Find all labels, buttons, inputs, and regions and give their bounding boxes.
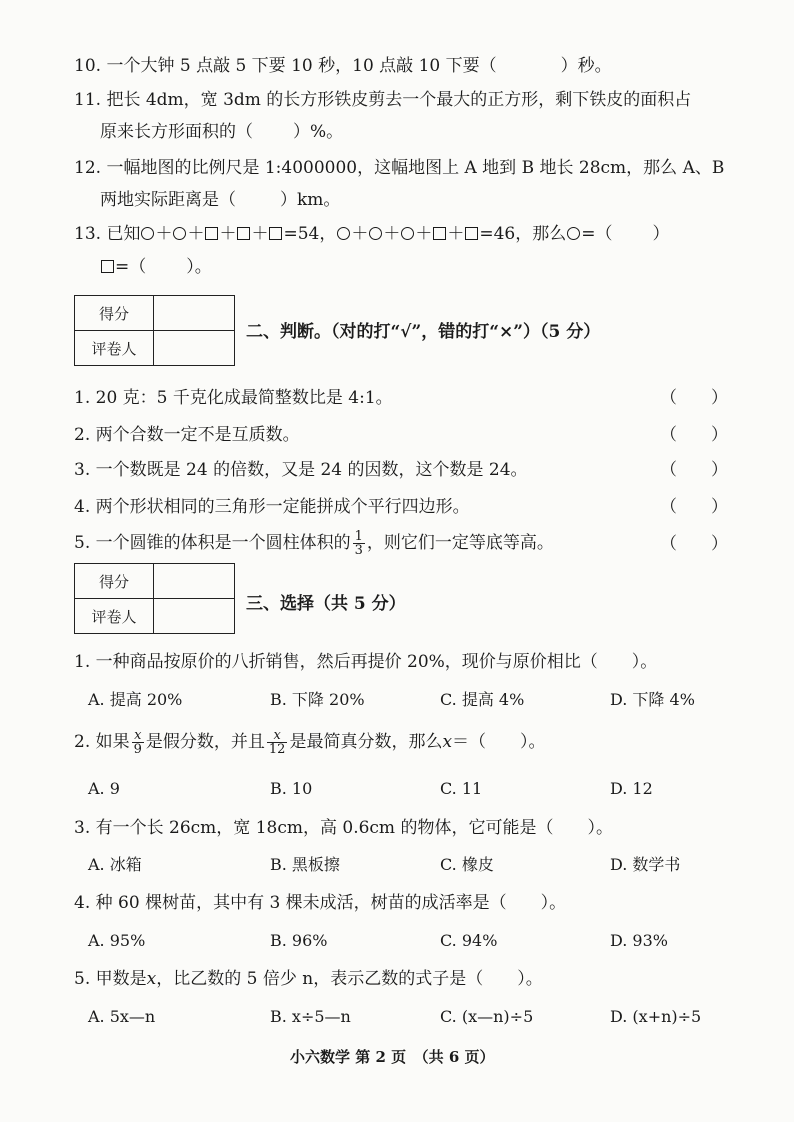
square-symbol [465, 227, 478, 240]
fraction-numerator: x [267, 729, 288, 743]
section3-title: 三、选择（共 5 分） [246, 594, 406, 614]
square-symbol [205, 227, 218, 240]
circle-symbol [173, 227, 186, 240]
choice-question-4: 4. 种 60 棵树苗，其中有 3 棵未成活，树苗的成活率是（ ）。 [74, 893, 567, 913]
question-text: ，比乙数的 5 倍少 n，表示乙数的式子是（ ）。 [156, 969, 543, 989]
square-symbol [237, 227, 250, 240]
page-footer: 小六数学 第 2 页 （共 6 页） [290, 1048, 495, 1066]
choice-question-5 [74, 967, 543, 991]
score-cell[interactable] [154, 564, 235, 599]
choice-3-option-a[interactable]: A. 冰箱 [88, 855, 142, 874]
square-symbol [269, 227, 282, 240]
question-11-line1: 11. 把长 4dm，宽 3dm 的长方形铁皮剪去一个最大的正方形，剩下铁皮的面积占 [74, 90, 692, 110]
question-text: =46，那么 [479, 224, 567, 244]
choice-5-option-c[interactable]: C. (x—n)÷5 [440, 1007, 534, 1026]
fraction-denominator: 12 [268, 742, 286, 757]
circle-symbol [567, 227, 580, 240]
variable: x [442, 732, 453, 752]
question-text: 5. 一个圆锥的体积是一个圆柱体积的 [74, 533, 351, 553]
choice-question-2 [74, 729, 546, 756]
grader-label: 评卷人 [75, 331, 154, 366]
question-text: 原来长方形面积的（ [100, 122, 253, 142]
circle-symbol [337, 227, 350, 240]
question-text: 2. 如果 [74, 732, 130, 752]
question-10 [74, 54, 612, 78]
choice-1-option-c[interactable]: C. 提高 4% [440, 690, 525, 709]
question-text: 两地实际距离是（ [100, 190, 236, 210]
judge-answer-1[interactable]: （ ） [660, 388, 728, 408]
question-text: =（ [581, 224, 613, 244]
choice-3-option-d[interactable]: D. 数学书 [610, 855, 681, 874]
question-text: 10. 一个大钟 5 点敲 5 下要 10 秒，10 点敲 10 下要（ [74, 56, 497, 76]
question-text: ）秒。 [560, 56, 612, 76]
fraction-numerator: x [132, 729, 144, 743]
question-text: ）%。 [293, 122, 344, 142]
grader-cell[interactable] [154, 599, 235, 634]
choice-1-option-b[interactable]: B. 下降 20% [270, 690, 365, 709]
question-13-line1: 13. 已知 ＋ ＋ ＋ ＋ =54， ＋ ＋ ＋ ＋ =46，那么 =（ ） [74, 224, 670, 244]
section2-title: 二、判断。（对的打“√”，错的打“×”）（5 分） [246, 322, 601, 342]
score-label: 得分 [75, 296, 154, 331]
judge-item-2: 2. 两个合数一定不是互质数。 [74, 425, 300, 445]
circle-symbol [141, 227, 154, 240]
choice-4-option-d[interactable]: D. 93% [610, 931, 668, 950]
judge-item-5 [74, 530, 554, 557]
choice-question-1: 1. 一种商品按原价的八折销售，然后再提价 20%，现价与原价相比（ ）。 [74, 652, 658, 672]
choice-3-option-c[interactable]: C. 橡皮 [440, 855, 494, 874]
choice-4-option-c[interactable]: C. 94% [440, 931, 498, 950]
choice-1-option-a[interactable]: A. 提高 20% [88, 690, 183, 709]
score-cell[interactable] [154, 296, 235, 331]
judge-answer-5[interactable]: （ ） [660, 534, 728, 554]
choice-2-option-a[interactable]: A. 9 [88, 779, 120, 798]
square-symbol [101, 260, 114, 273]
circle-symbol [369, 227, 382, 240]
grader-label: 评卷人 [75, 599, 154, 634]
question-text: ＝（ ）。 [452, 732, 546, 752]
choice-4-option-b[interactable]: B. 96% [270, 931, 328, 950]
question-12-line2 [100, 188, 340, 212]
score-table-section2 [74, 295, 235, 366]
judge-item-1: 1. 20 克：5 千克化成最简整数比是 4:1。 [74, 388, 393, 408]
judge-answer-3[interactable]: （ ） [660, 460, 728, 480]
choice-5-option-b[interactable]: B. x÷5—n [270, 1007, 351, 1026]
judge-answer-2[interactable]: （ ） [660, 425, 728, 445]
question-text: 是假分数，并且 [145, 732, 265, 752]
choice-1-option-d[interactable]: D. 下降 4% [610, 690, 695, 709]
question-text: =（ [115, 257, 147, 277]
variable: x [146, 969, 157, 989]
fraction [267, 729, 288, 756]
question-13-line2 [100, 255, 212, 279]
fraction-numerator: 1 [354, 529, 363, 544]
fraction [353, 530, 365, 557]
grader-cell[interactable] [154, 331, 235, 366]
question-text: 5. 甲数是 [74, 969, 147, 989]
circle-symbol [401, 227, 414, 240]
judge-item-3: 3. 一个数既是 24 的倍数，又是 24 的因数，这个数是 24。 [74, 460, 528, 480]
question-text: 13. 已知 [74, 224, 141, 244]
question-text: ，则它们一定等底等高。 [366, 533, 554, 553]
choice-2-option-b[interactable]: B. 10 [270, 779, 313, 798]
judge-item-4: 4. 两个形状相同的三角形一定能拼成个平行四边形。 [74, 497, 470, 517]
fraction-denominator: 9 [133, 742, 142, 757]
score-label: 得分 [75, 564, 154, 599]
square-symbol [433, 227, 446, 240]
question-text: ） [652, 224, 670, 244]
question-text: ）km。 [280, 190, 341, 210]
choice-4-option-a[interactable]: A. 95% [88, 931, 146, 950]
question-11-line2 [100, 120, 343, 144]
fraction-denominator: 3 [354, 543, 363, 558]
choice-5-option-d[interactable]: D. (x+n)÷5 [610, 1007, 702, 1026]
choice-5-option-a[interactable]: A. 5x—n [88, 1007, 156, 1026]
fraction [132, 729, 144, 756]
question-12-line1: 12. 一幅地图的比例尺是 1:4000000，这幅地图上 A 地到 B 地长 28cm，那么 A、B [74, 158, 725, 178]
question-text: =54， [283, 224, 337, 244]
choice-question-3: 3. 有一个长 26cm，宽 18cm，高 0.6cm 的物体，它可能是（ ）。 [74, 818, 613, 838]
choice-2-option-c[interactable]: C. 11 [440, 779, 483, 798]
judge-answer-4[interactable]: （ ） [660, 497, 728, 517]
question-text: 是最简真分数，那么 [289, 732, 443, 752]
choice-3-option-b[interactable]: B. 黑板擦 [270, 855, 340, 874]
choice-2-option-d[interactable]: D. 12 [610, 779, 653, 798]
score-table-section3 [74, 563, 235, 634]
question-text: ）。 [186, 257, 212, 277]
